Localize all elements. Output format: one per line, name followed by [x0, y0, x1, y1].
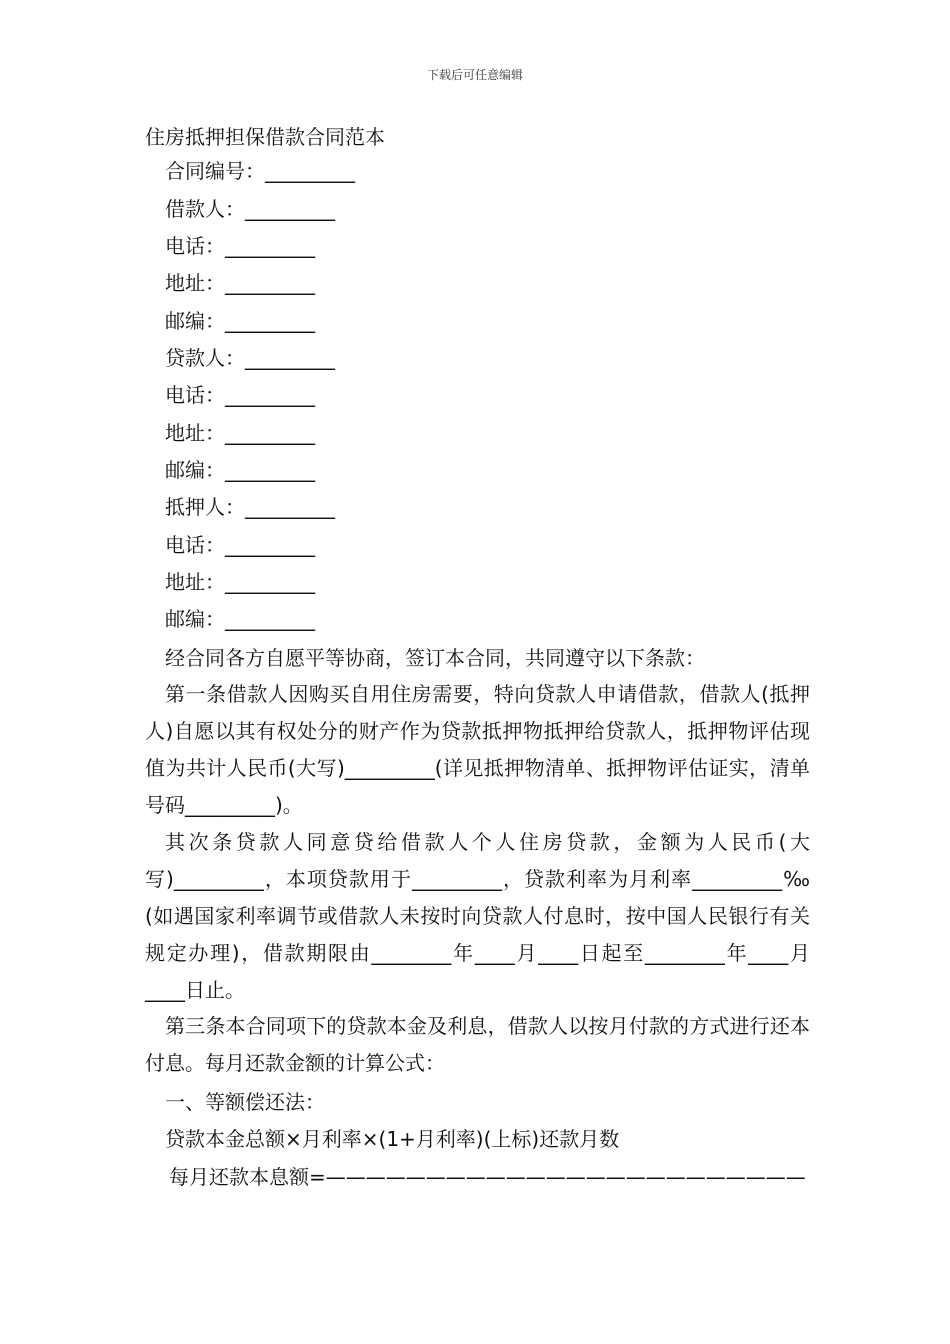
field-mortgagor-address: 地址：_________	[165, 570, 315, 594]
field-contract-number: 合同编号：_________	[165, 159, 355, 183]
formula-monthly-payment: 每月还款本息额=————————————————————————	[169, 1165, 806, 1189]
page-header: 下载后可任意编辑	[426, 68, 523, 82]
field-mortgagor: 抵押人：_________	[165, 495, 335, 519]
document-title: 住房抵押担保借款合同范本	[145, 125, 385, 149]
field-lender: 贷款人：_________	[165, 346, 335, 370]
paragraph-article-2: 其次条贷款人同意贷给借款人个人住房贷款，金额为人民币(大写)_________，本项贷款用于_________，贷款利率为月利率_________‰(如遇国家利率调节或借款人未按时向贷款人付息时，按中国人民银行有关规定办理)，借款期限由________年____月____日起至________年____月____日止。	[145, 830, 810, 1002]
paragraph-article-1: 第一条借款人因购买自用住房需要，特向贷款人申请借款，借款人(抵押人)自愿以其有权处分的财产作为贷款抵押物抵押给贷款人，抵押物评估现值为共计人民币(大写)_________(详见抵押物清单、抵押物评估证实，清单号码_________)。	[145, 682, 810, 817]
field-borrower-address: 地址：_________	[165, 271, 315, 295]
field-lender-postcode: 邮编：_________	[165, 458, 315, 482]
paragraph-preamble: 经合同各方自愿平等协商，签订本合同，共同遵守以下条款：	[165, 646, 705, 670]
paragraph-article-3: 第三条本合同项下的贷款本金及利息，借款人以按月付款的方式进行还本付息。每月还款金额的计算公式：	[145, 1014, 810, 1075]
formula-numerator: 贷款本金总额×月利率×(1+月利率)(上标)还款月数	[165, 1127, 620, 1151]
field-lender-address: 地址：_________	[165, 421, 315, 445]
field-mortgagor-phone: 电话：_________	[165, 533, 315, 557]
field-borrower-phone: 电话：_________	[165, 234, 315, 258]
field-borrower-postcode: 邮编：_________	[165, 309, 315, 333]
method-heading: 一、等额偿还法：	[165, 1090, 325, 1114]
field-mortgagor-postcode: 邮编：_________	[165, 607, 315, 631]
field-lender-phone: 电话：_________	[165, 383, 315, 407]
field-borrower: 借款人：_________	[165, 197, 335, 221]
